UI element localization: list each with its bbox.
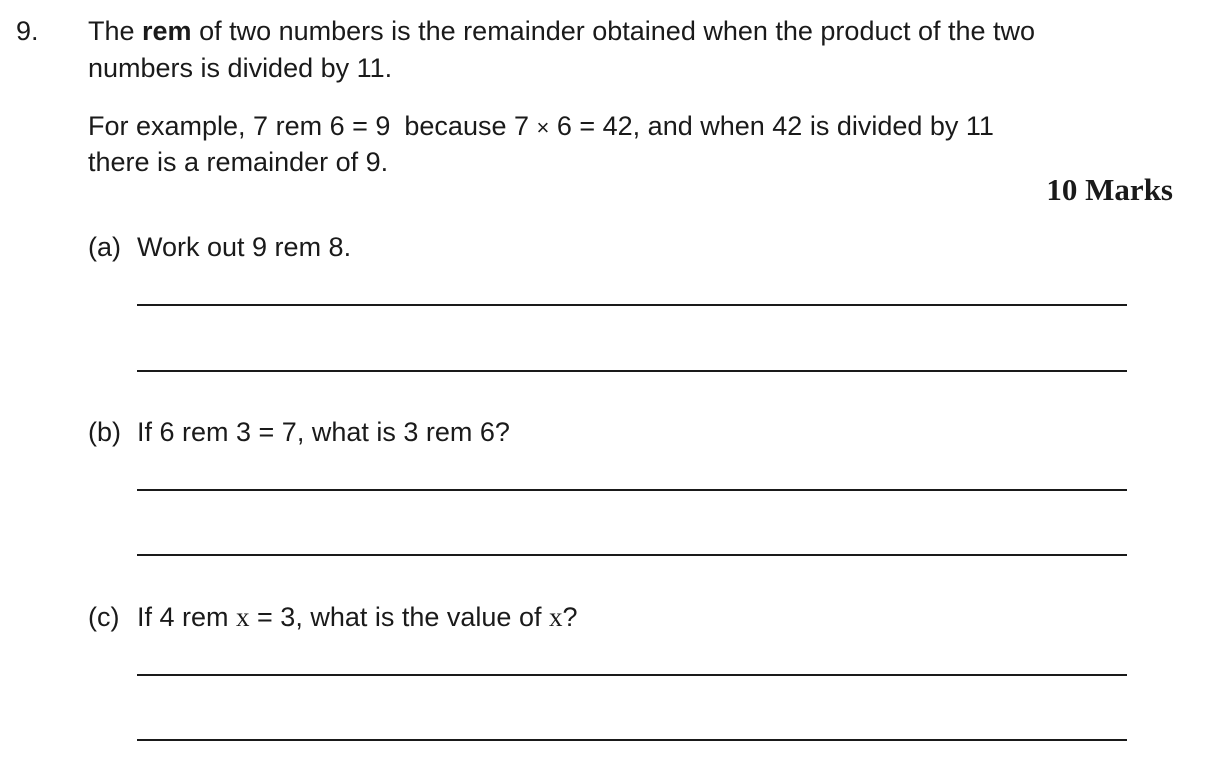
answer-line-b-2[interactable] xyxy=(137,554,1127,556)
part-b-text: If 6 rem 3 = 7, what is 3 rem 6? xyxy=(137,417,510,447)
variable-x: x xyxy=(236,602,250,632)
part-a-text: Work out 9 rem 8. xyxy=(137,232,352,262)
term-rem: rem xyxy=(142,16,192,46)
answer-line-c-2[interactable] xyxy=(137,739,1127,741)
intro-pre: The xyxy=(88,16,143,46)
part-b-label: (b) xyxy=(88,417,121,447)
example-line-2: there is a remainder of 9. xyxy=(88,147,389,177)
part-c-text xyxy=(137,599,578,635)
part-c-post: ? xyxy=(562,602,578,632)
question-intro-line-1 xyxy=(88,13,1035,49)
part-a-label: (a) xyxy=(88,232,121,262)
variable-x: x xyxy=(548,602,563,632)
intro-post: of two numbers is the remainder obtained when the product of the two xyxy=(191,16,1036,46)
example-because-b: 6 = 42, and when 42 is divided by 11 xyxy=(549,111,994,141)
answer-line-c-1[interactable] xyxy=(137,674,1127,676)
part-c-pre: If 4 rem xyxy=(137,602,237,632)
example-because-a: because 7 xyxy=(404,111,537,141)
part-c-mid: = 3, what is the value of xyxy=(249,602,549,632)
answer-line-a-1[interactable] xyxy=(137,304,1127,306)
example-equation: For example, 7 rem 6 = 9 xyxy=(88,111,391,141)
times-symbol: × xyxy=(536,115,550,140)
answer-line-b-1[interactable] xyxy=(137,489,1127,491)
part-c-label: (c) xyxy=(88,602,120,632)
answer-line-a-2[interactable] xyxy=(137,370,1127,372)
question-number: 9. xyxy=(16,16,39,46)
example-line-1 xyxy=(88,108,994,146)
marks-label: 10 Marks xyxy=(1046,172,1173,207)
question-intro-line-2: numbers is divided by 11. xyxy=(88,53,393,83)
